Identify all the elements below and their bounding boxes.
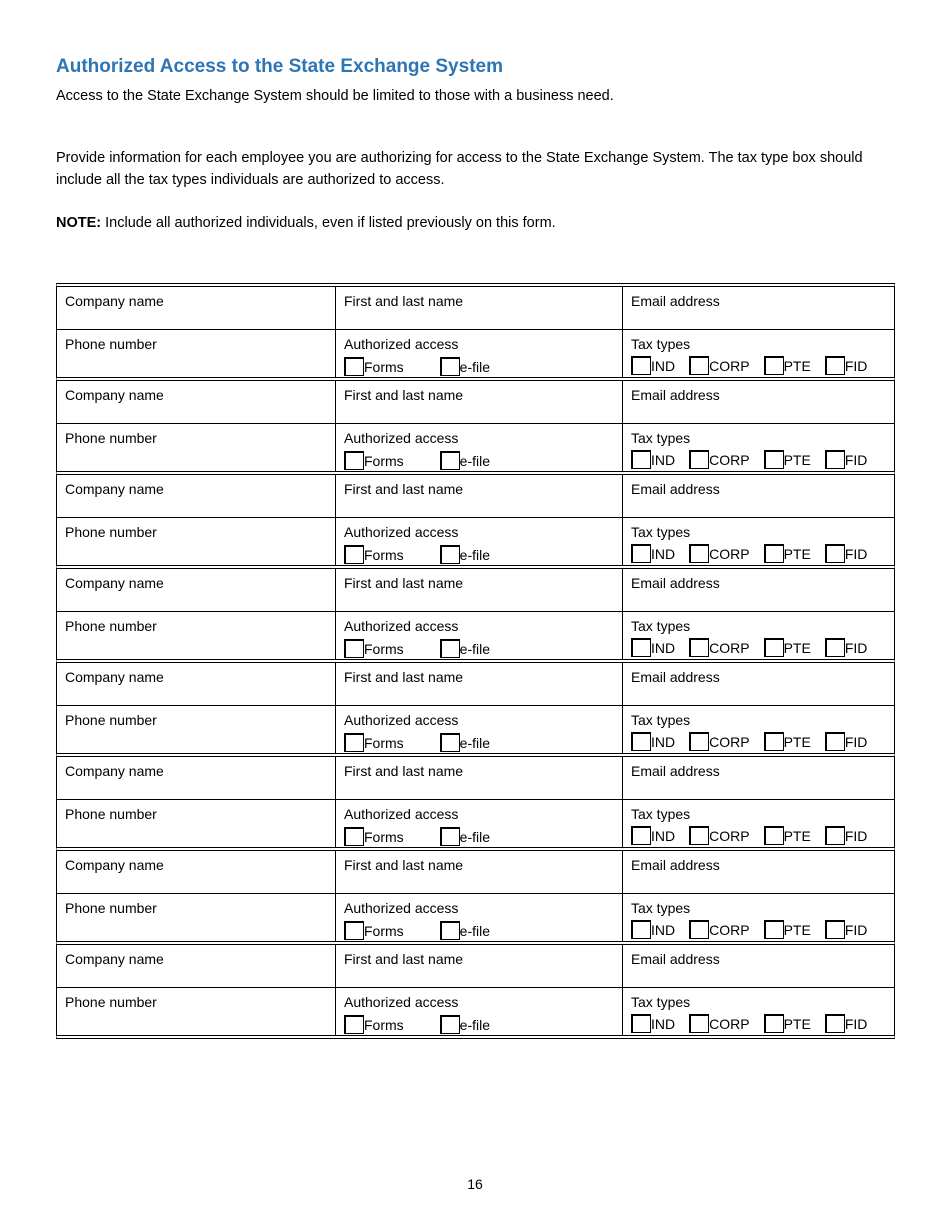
phone-number-field[interactable] <box>57 424 336 471</box>
tax-type-label: CORP <box>709 451 750 468</box>
company-name-field[interactable] <box>57 381 336 423</box>
tax-types-field <box>623 988 894 1035</box>
tax-type-label: PTE <box>783 451 811 468</box>
tax-type-fid-checkbox[interactable] <box>825 638 845 657</box>
authorization-entry <box>56 283 895 377</box>
first-last-name-label: First and last name <box>344 481 464 497</box>
authorized-access-field <box>336 706 623 753</box>
tax-type-option[interactable] <box>631 1014 675 1033</box>
access-option-label: Forms <box>364 734 404 751</box>
access-option-label: e-file <box>459 452 491 469</box>
tax-type-options <box>631 920 894 939</box>
tax-types-label: Tax types <box>631 994 691 1010</box>
email-address-field[interactable] <box>623 757 894 799</box>
tax-types-field <box>623 330 894 377</box>
entry-row-identity <box>57 569 894 612</box>
forms-checkbox[interactable] <box>344 639 364 658</box>
tax-type-label: PTE <box>783 827 811 844</box>
authorization-entry <box>56 847 895 941</box>
authorized-access-label: Authorized access <box>344 430 459 446</box>
first-last-name-label: First and last name <box>344 951 464 967</box>
tax-type-options <box>631 732 894 751</box>
tax-type-fid-checkbox[interactable] <box>825 732 845 751</box>
tax-type-label: IND <box>651 921 676 938</box>
tax-type-pte-checkbox[interactable] <box>764 1014 784 1033</box>
first-last-name-field[interactable] <box>336 287 623 329</box>
access-option-label: Forms <box>364 922 404 939</box>
tax-types-field <box>623 894 894 941</box>
access-option[interactable] <box>344 1015 404 1034</box>
tax-type-label: PTE <box>783 733 811 750</box>
authorized-access-label: Authorized access <box>344 994 459 1010</box>
efile-checkbox[interactable] <box>440 451 460 470</box>
tax-type-option[interactable] <box>689 920 749 939</box>
tax-type-label: FID <box>844 451 868 468</box>
email-address-label: Email address <box>631 481 720 497</box>
authorization-entry <box>56 659 895 753</box>
tax-type-label: FID <box>844 1015 868 1032</box>
tax-type-option[interactable] <box>764 732 811 751</box>
access-option[interactable] <box>440 639 490 658</box>
access-option-label: Forms <box>364 358 404 375</box>
tax-type-label: FID <box>844 921 868 938</box>
access-option-label: e-file <box>459 922 491 939</box>
first-last-name-label: First and last name <box>344 857 464 873</box>
email-address-field[interactable] <box>623 287 894 329</box>
access-options <box>344 1015 622 1034</box>
tax-type-option[interactable] <box>689 638 749 657</box>
tax-type-label: CORP <box>709 733 750 750</box>
authorized-access-field <box>336 424 623 471</box>
entry-row-access <box>57 706 894 753</box>
tax-type-label: CORP <box>709 545 750 562</box>
access-option[interactable] <box>440 357 490 376</box>
tax-type-options <box>631 826 894 845</box>
first-last-name-label: First and last name <box>344 763 464 779</box>
access-options <box>344 639 622 658</box>
first-last-name-label: First and last name <box>344 293 464 309</box>
company-name-label: Company name <box>65 669 164 685</box>
first-last-name-field[interactable] <box>336 475 623 517</box>
tax-type-ind-checkbox[interactable] <box>631 920 651 939</box>
tax-types-label: Tax types <box>631 900 691 916</box>
tax-type-label: IND <box>651 545 676 562</box>
tax-types-field <box>623 612 894 659</box>
efile-checkbox[interactable] <box>440 1015 460 1034</box>
entry-row-identity <box>57 381 894 424</box>
tax-type-label: CORP <box>709 921 750 938</box>
tax-type-label: FID <box>844 639 868 656</box>
access-options <box>344 357 622 376</box>
tax-type-ind-checkbox[interactable] <box>631 356 651 375</box>
access-options <box>344 827 622 846</box>
first-last-name-field[interactable] <box>336 945 623 987</box>
access-option-label: Forms <box>364 640 404 657</box>
tax-type-options <box>631 1014 894 1033</box>
phone-number-label: Phone number <box>65 336 157 352</box>
access-option[interactable] <box>344 639 404 658</box>
company-name-label: Company name <box>65 293 164 309</box>
company-name-field[interactable] <box>57 569 336 611</box>
company-name-label: Company name <box>65 387 164 403</box>
instructions-text: Provide information for each employee you are authorizing for access to the State Exchange System. The tax type box should include all the tax types individuals are authorized to access. <box>56 150 863 188</box>
access-option-label: e-file <box>459 828 491 845</box>
phone-number-label: Phone number <box>65 712 157 728</box>
tax-type-pte-checkbox[interactable] <box>764 450 784 469</box>
phone-number-field[interactable] <box>57 706 336 753</box>
tax-types-field <box>623 800 894 847</box>
tax-type-ind-checkbox[interactable] <box>631 826 651 845</box>
tax-type-label: FID <box>844 827 868 844</box>
access-option[interactable] <box>344 451 404 470</box>
company-name-field[interactable] <box>57 663 336 705</box>
tax-type-fid-checkbox[interactable] <box>825 356 845 375</box>
tax-type-fid-checkbox[interactable] <box>825 450 845 469</box>
tax-types-label: Tax types <box>631 618 691 634</box>
first-last-name-label: First and last name <box>344 669 464 685</box>
tax-type-option[interactable] <box>631 732 675 751</box>
tax-type-option[interactable] <box>689 450 749 469</box>
tax-type-label: CORP <box>709 639 750 656</box>
phone-number-field[interactable] <box>57 800 336 847</box>
phone-number-field[interactable] <box>57 988 336 1035</box>
tax-type-option[interactable] <box>825 638 868 657</box>
authorized-access-field <box>336 800 623 847</box>
note-body: Include all authorized individuals, even if listed previously on this form. <box>101 215 556 231</box>
access-options <box>344 451 622 470</box>
authorization-entry <box>56 565 895 659</box>
access-option[interactable] <box>344 827 404 846</box>
tax-type-corp-checkbox[interactable] <box>689 544 709 563</box>
email-address-label: Email address <box>631 293 720 309</box>
access-options <box>344 545 622 564</box>
tax-type-label: CORP <box>709 357 750 374</box>
tax-types-label: Tax types <box>631 430 691 446</box>
company-name-label: Company name <box>65 763 164 779</box>
phone-number-label: Phone number <box>65 806 157 822</box>
entry-row-access <box>57 894 894 941</box>
tax-type-pte-checkbox[interactable] <box>764 638 784 657</box>
authorization-entry <box>56 471 895 565</box>
tax-type-ind-checkbox[interactable] <box>631 638 651 657</box>
phone-number-label: Phone number <box>65 430 157 446</box>
tax-types-label: Tax types <box>631 712 691 728</box>
tax-type-pte-checkbox[interactable] <box>764 544 784 563</box>
tax-type-option[interactable] <box>764 638 811 657</box>
tax-types-field <box>623 424 894 471</box>
tax-type-options <box>631 544 894 563</box>
authorized-access-field <box>336 988 623 1035</box>
tax-type-ind-checkbox[interactable] <box>631 1014 651 1033</box>
tax-types-field <box>623 518 894 565</box>
email-address-field[interactable] <box>623 663 894 705</box>
authorization-entry <box>56 753 895 847</box>
phone-number-field[interactable] <box>57 612 336 659</box>
tax-type-option[interactable] <box>689 356 749 375</box>
company-name-field[interactable] <box>57 287 336 329</box>
phone-number-label: Phone number <box>65 994 157 1010</box>
authorization-entry <box>56 941 895 1039</box>
entry-row-identity <box>57 287 894 330</box>
access-option-label: e-file <box>459 734 491 751</box>
access-option[interactable] <box>440 451 490 470</box>
tax-type-option[interactable] <box>631 826 675 845</box>
company-name-label: Company name <box>65 857 164 873</box>
page-number: 16 <box>467 1176 483 1192</box>
phone-number-label: Phone number <box>65 524 157 540</box>
email-address-field[interactable] <box>623 381 894 423</box>
phone-number-field[interactable] <box>57 330 336 377</box>
authorized-access-label: Authorized access <box>344 336 459 352</box>
efile-checkbox[interactable] <box>440 639 460 658</box>
email-address-label: Email address <box>631 387 720 403</box>
tax-type-option[interactable] <box>689 826 749 845</box>
tax-type-fid-checkbox[interactable] <box>825 826 845 845</box>
forms-checkbox[interactable] <box>344 1015 364 1034</box>
tax-type-label: FID <box>844 357 868 374</box>
access-option[interactable] <box>440 1015 490 1034</box>
tax-type-option[interactable] <box>764 826 811 845</box>
entry-row-access <box>57 518 894 565</box>
tax-type-option[interactable] <box>689 544 749 563</box>
authorized-access-label: Authorized access <box>344 900 459 916</box>
phone-number-label: Phone number <box>65 900 157 916</box>
tax-type-corp-checkbox[interactable] <box>689 450 709 469</box>
access-option-label: e-file <box>459 1016 491 1033</box>
authorized-access-label: Authorized access <box>344 618 459 634</box>
tax-type-label: PTE <box>783 639 811 656</box>
tax-type-ind-checkbox[interactable] <box>631 732 651 751</box>
access-option-label: Forms <box>364 828 404 845</box>
email-address-label: Email address <box>631 575 720 591</box>
access-option[interactable] <box>344 733 404 752</box>
tax-type-option[interactable] <box>689 1014 749 1033</box>
tax-type-option[interactable] <box>825 920 868 939</box>
entry-row-access <box>57 988 894 1035</box>
tax-type-options <box>631 638 894 657</box>
company-name-field[interactable] <box>57 475 336 517</box>
tax-type-label: PTE <box>783 921 811 938</box>
email-address-field[interactable] <box>623 569 894 611</box>
entry-row-access <box>57 424 894 471</box>
tax-type-label: PTE <box>783 357 811 374</box>
email-address-label: Email address <box>631 951 720 967</box>
tax-type-options <box>631 356 894 375</box>
first-last-name-field[interactable] <box>336 663 623 705</box>
entry-row-access <box>57 800 894 847</box>
email-address-field[interactable] <box>623 945 894 987</box>
tax-type-option[interactable] <box>764 544 811 563</box>
tax-types-label: Tax types <box>631 524 691 540</box>
access-option[interactable] <box>440 921 490 940</box>
tax-type-label: IND <box>651 451 676 468</box>
tax-type-label: PTE <box>783 545 811 562</box>
tax-type-option[interactable] <box>631 544 675 563</box>
tax-type-option[interactable] <box>825 450 868 469</box>
tax-type-pte-checkbox[interactable] <box>764 356 784 375</box>
tax-type-option[interactable] <box>631 638 675 657</box>
access-option-label: Forms <box>364 452 404 469</box>
tax-type-corp-checkbox[interactable] <box>689 356 709 375</box>
email-address-label: Email address <box>631 669 720 685</box>
efile-checkbox[interactable] <box>440 733 460 752</box>
first-last-name-field[interactable] <box>336 757 623 799</box>
tax-type-label: IND <box>651 733 676 750</box>
tax-type-label: FID <box>844 733 868 750</box>
access-option[interactable] <box>344 921 404 940</box>
company-name-field[interactable] <box>57 851 336 893</box>
authorized-access-field <box>336 612 623 659</box>
tax-type-label: FID <box>844 545 868 562</box>
email-address-label: Email address <box>631 763 720 779</box>
tax-type-corp-checkbox[interactable] <box>689 1014 709 1033</box>
tax-type-corp-checkbox[interactable] <box>689 638 709 657</box>
access-option-label: Forms <box>364 1016 404 1033</box>
tax-type-label: CORP <box>709 1015 750 1032</box>
tax-types-label: Tax types <box>631 336 691 352</box>
access-option-label: Forms <box>364 546 404 563</box>
entry-row-access <box>57 330 894 377</box>
company-name-field[interactable] <box>57 945 336 987</box>
tax-type-fid-checkbox[interactable] <box>825 920 845 939</box>
tax-type-corp-checkbox[interactable] <box>689 732 709 751</box>
tax-type-corp-checkbox[interactable] <box>689 826 709 845</box>
authorized-access-label: Authorized access <box>344 524 459 540</box>
tax-type-pte-checkbox[interactable] <box>764 732 784 751</box>
tax-type-pte-checkbox[interactable] <box>764 920 784 939</box>
access-option-label: e-file <box>459 546 491 563</box>
access-option-label: e-file <box>459 358 491 375</box>
forms-checkbox[interactable] <box>344 733 364 752</box>
forms-checkbox[interactable] <box>344 827 364 846</box>
access-option[interactable] <box>440 733 490 752</box>
tax-type-label: CORP <box>709 827 750 844</box>
note-text <box>56 212 896 234</box>
tax-type-option[interactable] <box>825 544 868 563</box>
page-title: Authorized Access to the State Exchange System <box>56 56 503 77</box>
access-options <box>344 921 622 940</box>
entry-row-identity <box>57 663 894 706</box>
tax-type-option[interactable] <box>764 450 811 469</box>
authorized-access-field <box>336 330 623 377</box>
access-option[interactable] <box>344 357 404 376</box>
phone-number-label: Phone number <box>65 618 157 634</box>
tax-type-option[interactable] <box>631 356 675 375</box>
efile-checkbox[interactable] <box>440 827 460 846</box>
tax-type-fid-checkbox[interactable] <box>825 1014 845 1033</box>
authorized-access-label: Authorized access <box>344 712 459 728</box>
tax-type-option[interactable] <box>825 732 868 751</box>
tax-type-corp-checkbox[interactable] <box>689 920 709 939</box>
forms-checkbox[interactable] <box>344 357 364 376</box>
entry-row-identity <box>57 851 894 894</box>
tax-type-option[interactable] <box>825 356 868 375</box>
tax-type-fid-checkbox[interactable] <box>825 544 845 563</box>
tax-type-options <box>631 450 894 469</box>
access-option[interactable] <box>344 545 404 564</box>
authorized-access-field <box>336 894 623 941</box>
company-name-label: Company name <box>65 575 164 591</box>
company-name-field[interactable] <box>57 757 336 799</box>
tax-type-label: IND <box>651 639 676 656</box>
company-name-label: Company name <box>65 951 164 967</box>
tax-type-label: IND <box>651 827 676 844</box>
tax-type-label: IND <box>651 1015 676 1032</box>
email-address-label: Email address <box>631 857 720 873</box>
note-label: NOTE: <box>56 215 102 231</box>
access-option[interactable] <box>440 827 490 846</box>
email-address-field[interactable] <box>623 475 894 517</box>
access-option-label: e-file <box>459 640 491 657</box>
tax-types-label: Tax types <box>631 806 691 822</box>
first-last-name-label: First and last name <box>344 387 464 403</box>
efile-checkbox[interactable] <box>440 921 460 940</box>
first-last-name-field[interactable] <box>336 381 623 423</box>
intro-text: Access to the State Exchange System should be limited to those with a business need. <box>56 88 614 104</box>
forms-checkbox[interactable] <box>344 451 364 470</box>
tax-type-ind-checkbox[interactable] <box>631 544 651 563</box>
first-last-name-field[interactable] <box>336 851 623 893</box>
entry-row-access <box>57 612 894 659</box>
phone-number-field[interactable] <box>57 894 336 941</box>
entry-row-identity <box>57 945 894 988</box>
phone-number-field[interactable] <box>57 518 336 565</box>
authorization-table <box>56 283 895 1039</box>
tax-type-option[interactable] <box>631 920 675 939</box>
tax-type-option[interactable] <box>764 1014 811 1033</box>
tax-type-option[interactable] <box>764 356 811 375</box>
tax-type-option[interactable] <box>631 450 675 469</box>
efile-checkbox[interactable] <box>440 545 460 564</box>
first-last-name-label: First and last name <box>344 575 464 591</box>
first-last-name-field[interactable] <box>336 569 623 611</box>
authorized-access-label: Authorized access <box>344 806 459 822</box>
forms-checkbox[interactable] <box>344 921 364 940</box>
tax-type-label: IND <box>651 357 676 374</box>
tax-type-option[interactable] <box>825 826 868 845</box>
access-options <box>344 733 622 752</box>
email-address-field[interactable] <box>623 851 894 893</box>
company-name-label: Company name <box>65 481 164 497</box>
entry-row-identity <box>57 475 894 518</box>
tax-type-ind-checkbox[interactable] <box>631 450 651 469</box>
efile-checkbox[interactable] <box>440 357 460 376</box>
access-option[interactable] <box>440 545 490 564</box>
forms-checkbox[interactable] <box>344 545 364 564</box>
entry-row-identity <box>57 757 894 800</box>
tax-type-pte-checkbox[interactable] <box>764 826 784 845</box>
authorized-access-field <box>336 518 623 565</box>
tax-type-label: PTE <box>783 1015 811 1032</box>
tax-type-option[interactable] <box>825 1014 868 1033</box>
authorization-entry <box>56 377 895 471</box>
tax-type-option[interactable] <box>689 732 749 751</box>
tax-types-field <box>623 706 894 753</box>
tax-type-option[interactable] <box>764 920 811 939</box>
